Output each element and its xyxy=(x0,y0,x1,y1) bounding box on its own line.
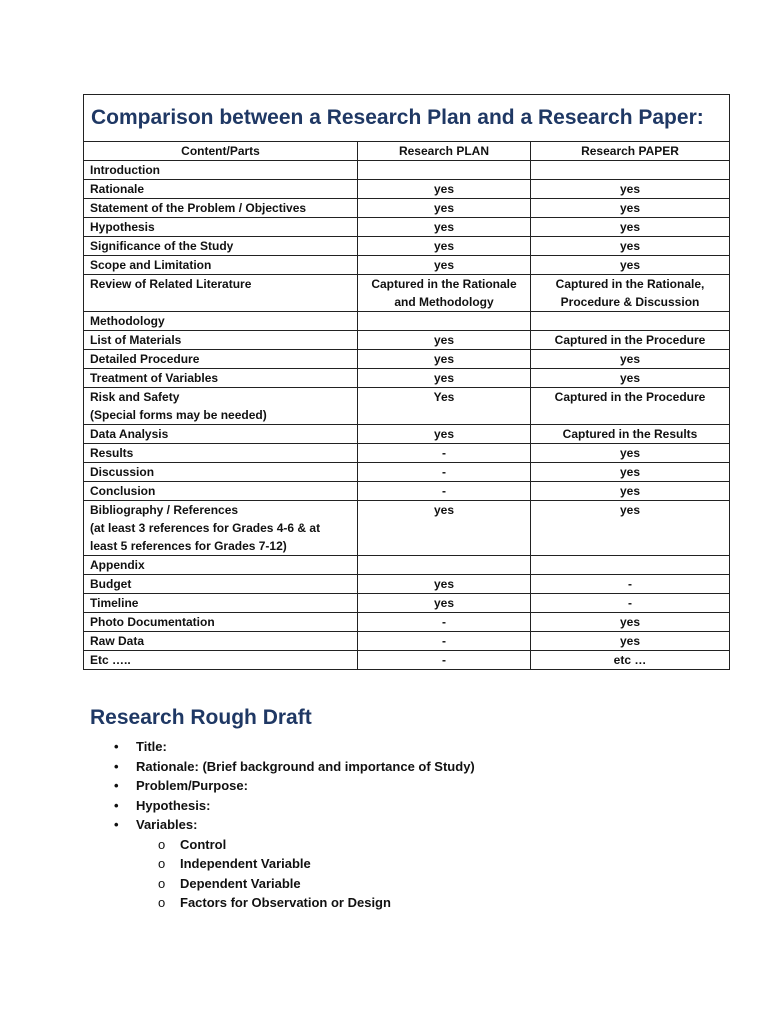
cell-paper xyxy=(531,312,730,331)
circle-bullet-icon: o xyxy=(158,895,166,910)
cell-paper xyxy=(531,501,730,556)
comparison-table xyxy=(83,94,730,670)
draft-subitem xyxy=(90,854,690,874)
cell-part xyxy=(84,556,358,575)
cell-plan xyxy=(358,312,531,331)
cell-plan-line: - xyxy=(442,615,446,629)
cell-paper xyxy=(531,575,730,594)
cell-plan-line: and Methodology xyxy=(394,295,494,309)
cell-paper xyxy=(531,556,730,575)
cell-part xyxy=(84,613,358,632)
cell-paper-line: yes xyxy=(619,352,641,366)
table-row xyxy=(84,199,730,218)
table-title-row xyxy=(84,95,730,142)
cell-paper-line: yes xyxy=(619,258,641,272)
cell-paper-line: Captured in the Rationale, xyxy=(555,277,705,291)
cell-part-line: Significance of the Study xyxy=(90,239,234,253)
cell-part-line: (Special forms may be needed) xyxy=(90,408,267,422)
cell-paper-line: yes xyxy=(619,446,641,460)
header-research-plan: Research PLAN xyxy=(358,142,531,161)
cell-part xyxy=(84,180,358,199)
cell-plan xyxy=(358,331,531,350)
cell-paper-line: yes xyxy=(619,503,641,517)
cell-paper xyxy=(531,594,730,613)
draft-item-label: Title: xyxy=(136,739,167,754)
table-row xyxy=(84,632,730,651)
cell-paper xyxy=(531,256,730,275)
cell-plan xyxy=(358,556,531,575)
cell-part-line: least 5 references for Grades 7-12) xyxy=(90,539,287,553)
cell-part-line: Etc ….. xyxy=(90,653,131,667)
cell-part-line: Hypothesis xyxy=(90,220,155,234)
draft-subitem-label: Factors for Observation or Design xyxy=(180,895,391,910)
cell-paper-line: yes xyxy=(619,615,641,629)
cell-part-line: Methodology xyxy=(90,314,165,328)
cell-plan xyxy=(358,425,531,444)
cell-paper xyxy=(531,199,730,218)
draft-item xyxy=(90,757,690,777)
cell-part xyxy=(84,218,358,237)
cell-part xyxy=(84,161,358,180)
cell-plan xyxy=(358,501,531,556)
rough-draft-heading: Research Rough Draft xyxy=(90,706,312,729)
cell-part xyxy=(84,275,358,312)
cell-paper xyxy=(531,651,730,670)
cell-part xyxy=(84,237,358,256)
cell-plan xyxy=(358,369,531,388)
cell-part xyxy=(84,575,358,594)
cell-part-line: Review of Related Literature xyxy=(90,277,252,291)
cell-plan xyxy=(358,161,531,180)
cell-paper xyxy=(531,425,730,444)
table-row xyxy=(84,350,730,369)
table-row xyxy=(84,556,730,575)
table-row xyxy=(84,331,730,350)
cell-plan-line: yes xyxy=(433,239,455,253)
cell-plan-line: Yes xyxy=(433,390,455,404)
cell-plan xyxy=(358,199,531,218)
table-row xyxy=(84,388,730,425)
cell-plan xyxy=(358,632,531,651)
cell-plan xyxy=(358,256,531,275)
cell-part-line: Statement of the Problem / Objectives xyxy=(90,201,307,215)
cell-paper-line: Captured in the Procedure xyxy=(554,333,706,347)
cell-plan-line: yes xyxy=(433,596,455,610)
cell-paper-line: yes xyxy=(619,371,641,385)
cell-plan-line: - xyxy=(442,484,446,498)
draft-subitem-label: Dependent Variable xyxy=(180,875,301,891)
cell-part-line: Bibliography / References xyxy=(90,503,239,517)
draft-item-label: Hypothesis: xyxy=(136,797,211,813)
cell-plan xyxy=(358,275,531,312)
cell-plan-line: - xyxy=(442,465,446,479)
cell-plan xyxy=(358,180,531,199)
cell-part xyxy=(84,594,358,613)
table-row xyxy=(84,161,730,180)
draft-subitem xyxy=(90,835,690,855)
cell-part xyxy=(84,444,358,463)
cell-paper xyxy=(531,482,730,501)
cell-plan-line: Captured in the Rationale xyxy=(371,277,517,291)
draft-subitem-label: Control xyxy=(180,836,227,852)
draft-item xyxy=(90,737,690,757)
cell-paper xyxy=(531,463,730,482)
cell-plan-line: yes xyxy=(433,427,455,441)
cell-plan-line: - xyxy=(442,446,446,460)
cell-paper-line: yes xyxy=(619,182,641,196)
draft-subitem-label: Independent Variable xyxy=(180,856,311,871)
cell-paper xyxy=(531,369,730,388)
cell-part xyxy=(84,256,358,275)
cell-part-line: Treatment of Variables xyxy=(90,371,219,385)
cell-part-line: List of Materials xyxy=(90,333,182,347)
table-row xyxy=(84,256,730,275)
cell-part xyxy=(84,312,358,331)
cell-plan xyxy=(358,218,531,237)
cell-plan xyxy=(358,237,531,256)
table-row xyxy=(84,651,730,670)
cell-part xyxy=(84,501,358,556)
draft-item-label: Problem/Purpose: xyxy=(136,778,248,793)
cell-paper-line: - xyxy=(628,596,632,610)
cell-part-line: (at least 3 references for Grades 4-6 & at xyxy=(90,521,321,535)
table-title: Comparison between a Research Plan and a Research Paper: xyxy=(84,95,730,142)
cell-plan-line: yes xyxy=(433,220,455,234)
cell-paper xyxy=(531,444,730,463)
cell-part-line: Timeline xyxy=(90,596,139,610)
circle-bullet-icon: o xyxy=(158,836,166,852)
cell-plan-line: yes xyxy=(433,577,455,591)
bullet-icon: • xyxy=(114,778,119,793)
cell-paper xyxy=(531,218,730,237)
cell-paper xyxy=(531,388,730,425)
bullet-icon: • xyxy=(114,797,119,813)
cell-part-line: Scope and Limitation xyxy=(90,258,212,272)
table-row xyxy=(84,218,730,237)
cell-plan xyxy=(358,444,531,463)
cell-plan xyxy=(358,350,531,369)
cell-part xyxy=(84,425,358,444)
cell-paper xyxy=(531,161,730,180)
table-row xyxy=(84,444,730,463)
cell-paper-line: yes xyxy=(619,465,641,479)
cell-part-line: Budget xyxy=(90,577,132,591)
cell-paper xyxy=(531,237,730,256)
cell-paper-line: yes xyxy=(619,201,641,215)
table-row xyxy=(84,275,730,312)
draft-item xyxy=(90,776,690,796)
rough-draft-list xyxy=(90,737,690,913)
cell-plan-line: - xyxy=(442,653,446,667)
cell-part xyxy=(84,199,358,218)
cell-plan-line: yes xyxy=(433,371,455,385)
draft-item-label: Variables: xyxy=(136,817,198,832)
cell-plan xyxy=(358,388,531,425)
bullet-icon: • xyxy=(114,817,119,832)
table-row xyxy=(84,180,730,199)
draft-subitem xyxy=(90,874,690,894)
cell-plan xyxy=(358,575,531,594)
header-research-paper: Research PAPER xyxy=(531,142,730,161)
cell-part-line: Introduction xyxy=(90,163,160,177)
table-row xyxy=(84,613,730,632)
cell-part xyxy=(84,463,358,482)
table-row xyxy=(84,575,730,594)
draft-subitem xyxy=(90,893,690,913)
circle-bullet-icon: o xyxy=(158,875,166,891)
cell-plan xyxy=(358,594,531,613)
cell-part xyxy=(84,369,358,388)
circle-bullet-icon: o xyxy=(158,856,166,871)
cell-part-line: Rationale xyxy=(90,182,145,196)
table-row xyxy=(84,369,730,388)
cell-plan-line: yes xyxy=(433,258,455,272)
table-header-row xyxy=(84,142,730,161)
cell-plan-line: - xyxy=(442,634,446,648)
bullet-icon: • xyxy=(114,758,119,774)
cell-paper-line: yes xyxy=(619,484,641,498)
cell-plan-line: yes xyxy=(433,201,455,215)
cell-part-line: Appendix xyxy=(90,558,145,572)
cell-part-line: Conclusion xyxy=(90,484,156,498)
cell-plan xyxy=(358,463,531,482)
cell-paper-line: Captured in the Procedure xyxy=(554,390,706,404)
cell-paper-line: etc … xyxy=(613,653,647,667)
cell-paper xyxy=(531,613,730,632)
table-row xyxy=(84,501,730,556)
draft-item xyxy=(90,815,690,835)
cell-paper-line: yes xyxy=(619,634,641,648)
cell-plan-line: yes xyxy=(433,182,455,196)
cell-plan-line: yes xyxy=(433,352,455,366)
table-row xyxy=(84,482,730,501)
draft-item-label: Rationale: (Brief background and importance of Study) xyxy=(136,758,475,774)
table-row xyxy=(84,425,730,444)
cell-paper xyxy=(531,180,730,199)
cell-part-line: Raw Data xyxy=(90,634,145,648)
cell-part xyxy=(84,482,358,501)
table-row xyxy=(84,312,730,331)
cell-paper-line: Captured in the Results xyxy=(562,427,698,441)
cell-part xyxy=(84,350,358,369)
table-row xyxy=(84,237,730,256)
cell-part xyxy=(84,651,358,670)
cell-part-line: Detailed Procedure xyxy=(90,352,200,366)
cell-part-line: Discussion xyxy=(90,465,155,479)
cell-paper xyxy=(531,350,730,369)
cell-part-line: Photo Documentation xyxy=(90,615,215,629)
cell-paper-line: yes xyxy=(619,220,641,234)
cell-plan-line: yes xyxy=(433,503,455,517)
cell-part-line: Data Analysis xyxy=(90,427,169,441)
cell-paper-line: yes xyxy=(619,239,641,253)
cell-plan-line: yes xyxy=(433,333,455,347)
cell-part xyxy=(84,331,358,350)
table-row xyxy=(84,463,730,482)
cell-part xyxy=(84,388,358,425)
header-content-parts: Content/Parts xyxy=(84,142,358,161)
cell-plan xyxy=(358,651,531,670)
cell-paper xyxy=(531,632,730,651)
cell-paper xyxy=(531,331,730,350)
cell-paper xyxy=(531,275,730,312)
bullet-icon: • xyxy=(114,739,119,754)
draft-item xyxy=(90,796,690,816)
cell-part-line: Results xyxy=(90,446,134,460)
cell-paper-line: Procedure & Discussion xyxy=(560,295,700,309)
cell-plan xyxy=(358,482,531,501)
table-row xyxy=(84,594,730,613)
cell-paper-line: - xyxy=(628,577,632,591)
cell-plan xyxy=(358,613,531,632)
cell-part xyxy=(84,632,358,651)
cell-part-line: Risk and Safety xyxy=(90,390,180,404)
